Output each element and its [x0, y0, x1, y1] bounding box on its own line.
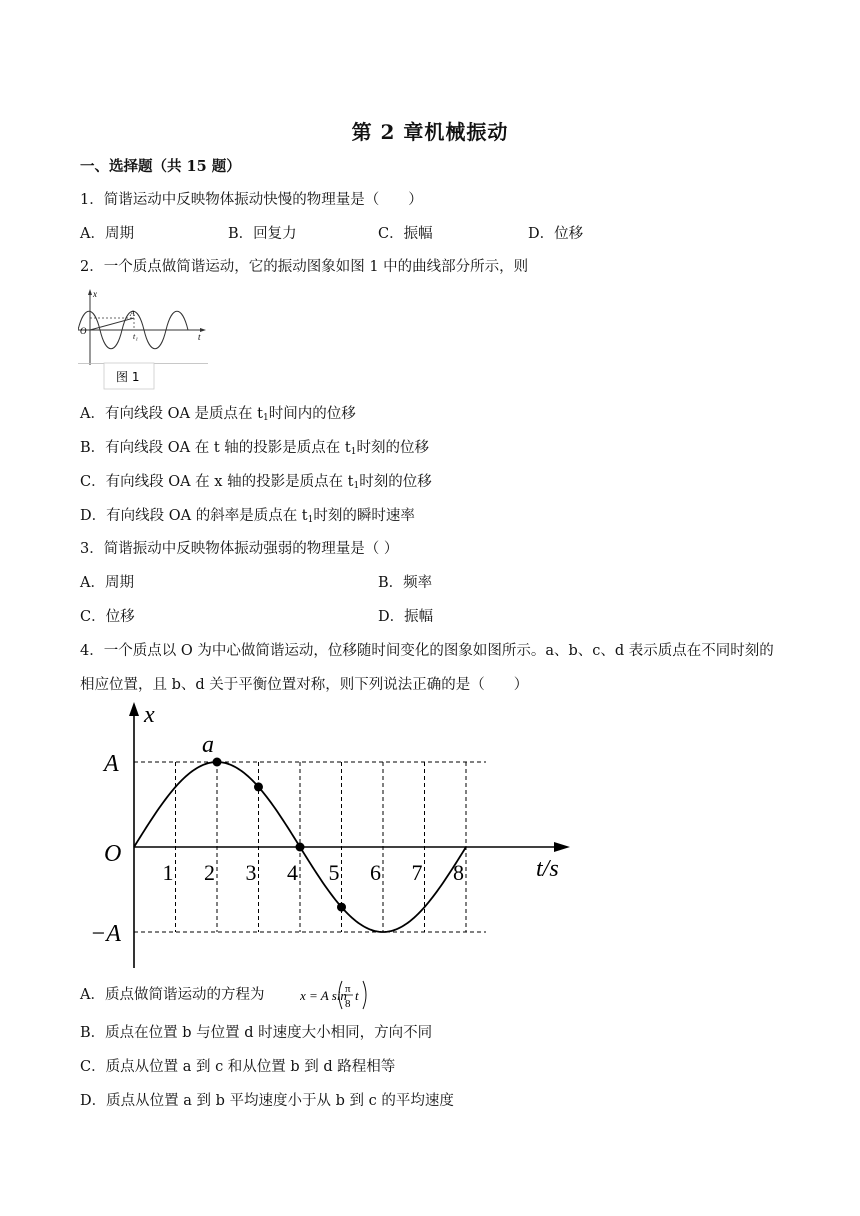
q3-option-d: D．振幅	[378, 609, 434, 625]
equation-t: t	[355, 988, 359, 1003]
equation-eight: 8	[345, 998, 351, 1010]
tick-label-1: 1	[162, 860, 174, 885]
tick-label-2: 2	[204, 860, 215, 885]
fig1-t-label: t	[198, 332, 201, 342]
q2-option-d: D．有向线段 OA 的斜率是质点在 $t_1$时刻的瞬时速率	[80, 508, 415, 525]
graph-origin-label: O	[104, 841, 122, 867]
marked-point-4	[337, 903, 346, 912]
equation-pi: π	[345, 983, 351, 995]
q3-stem: 3．简谐振动中反映物体振动强弱的物理量是（ ）	[80, 541, 399, 557]
q1-option-c: C．振幅	[378, 226, 433, 242]
q4-stem-line-1: 4．一个质点以 O 为中心做简谐运动，位移随时间变化的图象如图所示。a、b、c、d 表示质点在不同时刻的	[80, 643, 774, 659]
tick-label-6: 6	[370, 860, 381, 885]
graph-A-label: A	[104, 751, 119, 777]
q4-displacement-time-graph	[88, 700, 578, 975]
fig1-t1-label: t₁	[133, 332, 139, 341]
tick-label-5: 5	[328, 860, 340, 885]
q4-option-b: B．质点在位置 b 与位置 d 时速度大小相同，方向不同	[80, 1025, 433, 1041]
fig1-caption: 图 1	[116, 370, 140, 384]
marked-point-2	[254, 782, 263, 791]
q1-option-d: D．位移	[528, 226, 584, 242]
q1-option-b: B．回复力	[228, 226, 297, 242]
graph-t-label: t/s	[536, 856, 559, 882]
tick-label-3: 3	[245, 860, 257, 885]
q4-option-d: D．质点从位置 a 到 b 平均速度小于从 b 到 c 的平均速度	[80, 1093, 454, 1109]
graph-point-a-label: a	[202, 732, 214, 758]
marked-point-3	[296, 843, 305, 852]
q2-option-b: B．有向线段 OA 在 t 轴的投影是质点在 $t_1$时刻的位移	[80, 440, 429, 457]
q1-stem: 1．简谐运动中反映物体振动快慢的物理量是（ ）	[80, 192, 423, 208]
q1-option-a: A．周期	[80, 226, 134, 242]
t-axis-arrow	[554, 842, 570, 852]
tick-label-7: 7	[411, 860, 423, 885]
q4-equation	[300, 975, 370, 1015]
q3-option-a: A．周期	[80, 575, 134, 591]
q2-stem: 2．一个质点做简谐运动，它的振动图象如图 1 中的曲线部分所示，则	[80, 259, 529, 275]
q2-option-c: C．有向线段 OA 在 x 轴的投影是质点在 $t_1$时刻的位移	[80, 474, 432, 491]
figure-1-small-graph	[78, 287, 208, 391]
q2-option-a: A．有向线段 OA 是质点在 $t_1$时间内的位移	[80, 406, 356, 423]
section-heading: 一、选择题（共 15 题）	[80, 158, 241, 175]
x-axis-arrow	[129, 702, 139, 716]
q4-option-a: A．质点做简谐运动的方程为	[80, 987, 265, 1003]
fig1-point-a-label: A	[130, 309, 135, 318]
tick-label-8: 8	[453, 860, 464, 885]
q4-option-c: C．质点从位置 a 到 c 和从位置 b 到 d 路程相等	[80, 1059, 396, 1075]
q3-option-b: B．频率	[378, 575, 433, 591]
fig1-x-label: x	[93, 289, 97, 299]
equation-lhs: x = A sin	[300, 988, 347, 1003]
marked-point-1	[213, 758, 222, 767]
q3-option-c: C．位移	[80, 609, 135, 625]
graph-negA-label: −A	[90, 921, 121, 947]
fig1-origin-label: O	[80, 326, 87, 336]
graph-x-label: x	[144, 702, 155, 728]
q4-stem-line-2: 相应位置，且 b、d 关于平衡位置对称，则下列说法正确的是（ ）	[80, 677, 529, 693]
page-title: 第 2 章机械振动	[351, 120, 509, 144]
tick-label-4: 4	[287, 860, 298, 885]
